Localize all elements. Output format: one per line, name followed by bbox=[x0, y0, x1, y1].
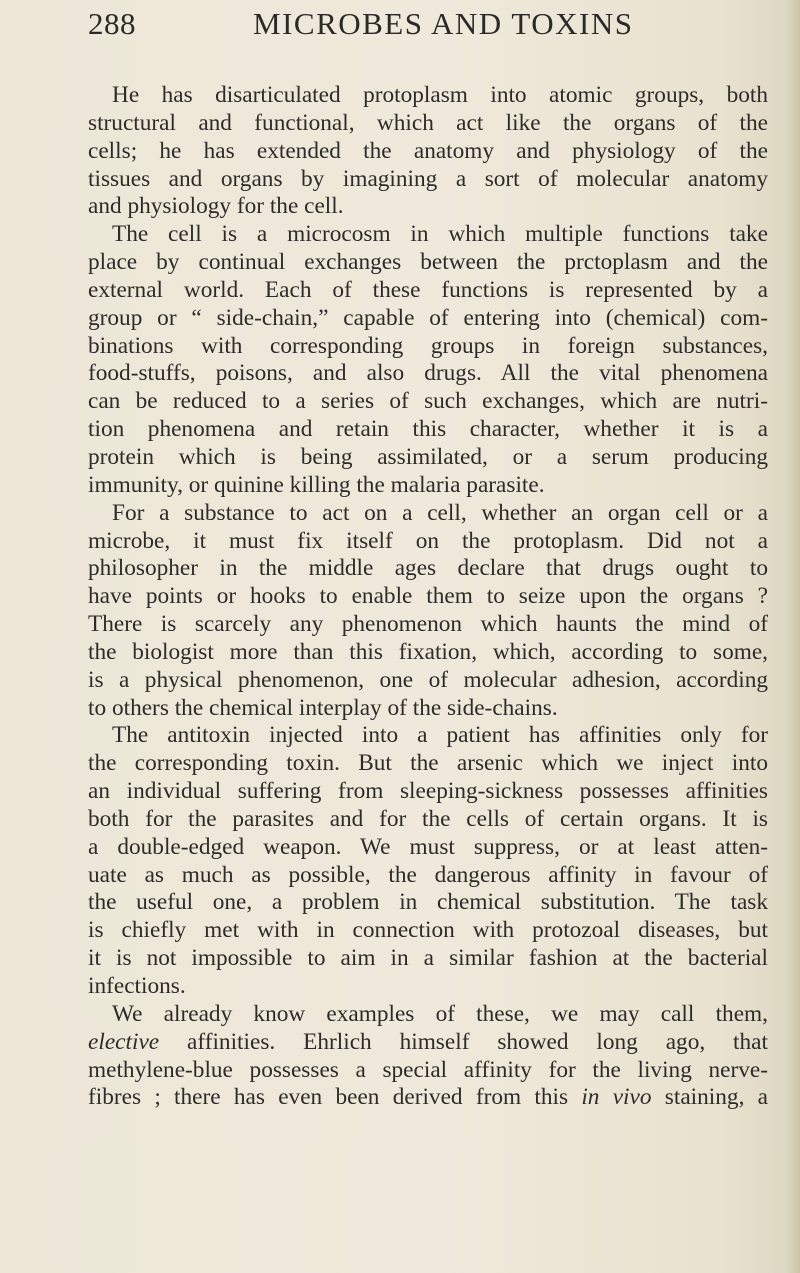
text-line: can be reduced to a series of such exchanges, which are nutri- bbox=[88, 388, 768, 415]
text-line: The antitoxin injected into a patient has affinities only for bbox=[112, 722, 768, 749]
text-line: We already know examples of these, we may call them, bbox=[112, 1000, 768, 1027]
text-line: the corresponding toxin. But the arsenic which we inject into bbox=[88, 750, 768, 777]
text-line: is a physical phenomenon, one of molecular adhesion, according bbox=[88, 666, 768, 693]
text-line: immunity, or quinine killing the malaria parasite. bbox=[88, 471, 545, 498]
text-line: microbe, it must fix itself on the protoplasm. Did not a bbox=[88, 527, 768, 554]
page-number: 288 bbox=[88, 6, 136, 41]
text-line: structural and functional, which act like the organs of the bbox=[88, 109, 768, 136]
text-line bbox=[88, 1029, 768, 1057]
text-line: cells; he has extended the anatomy and physiology of the bbox=[88, 137, 768, 164]
text-line: and physiology for the cell. bbox=[88, 193, 344, 220]
text-line: external world. Each of these functions is represented by a bbox=[88, 276, 768, 303]
running-head: MICROBES AND TOXINS bbox=[253, 6, 634, 41]
text-line: tissues and organs by imagining a sort of molecular anatomy bbox=[88, 165, 768, 192]
italic-term: elective bbox=[88, 1028, 160, 1055]
text-line: the biologist more than this fixation, which, according to some, bbox=[88, 638, 768, 665]
text-line bbox=[88, 1084, 768, 1112]
text-line: binations with corresponding groups in foreign substances, bbox=[88, 332, 768, 359]
body-text bbox=[88, 82, 768, 1112]
text-line: There is scarcely any phenomenon which haunts the mind of bbox=[88, 611, 768, 638]
text-line: uate as much as possible, the dangerous affinity in favour of bbox=[88, 861, 768, 888]
text-line: a double-edged weapon. We must suppress, or at least atten- bbox=[88, 833, 768, 860]
text-line: group or “ side-chain,” capable of entering into (chemical) com- bbox=[88, 304, 768, 331]
paragraph-5 bbox=[88, 1001, 768, 1112]
text-span: fibres ; there has even been derived from this bbox=[88, 1084, 582, 1111]
text-line: For a substance to act on a cell, whether an organ cell or a bbox=[112, 499, 768, 526]
text-line: to others the chemical interplay of the side-chains. bbox=[88, 694, 558, 721]
text-line: protein which is being assimilated, or a serum producing bbox=[88, 443, 768, 470]
text-line: He has disarticulated protoplasm into atomic groups, both bbox=[112, 82, 768, 108]
paragraph-3 bbox=[88, 500, 768, 723]
text-span: staining, a bbox=[651, 1084, 769, 1111]
text-line: is chiefly met with in connection with protozoal diseases, but bbox=[88, 917, 768, 944]
text-line: methylene-blue possesses a special affinity for the living nerve- bbox=[88, 1056, 768, 1083]
text-line: philosopher in the middle ages declare that drugs ought to bbox=[88, 555, 768, 582]
text-line: tion phenomena and retain this character, whether it is a bbox=[88, 416, 768, 443]
italic-term: in vivo bbox=[581, 1084, 652, 1111]
page-header bbox=[88, 6, 768, 66]
text-line: have points or hooks to enable them to seize upon the organs ? bbox=[88, 583, 768, 610]
text-line: an individual suffering from sleeping-sickness possesses affinities bbox=[88, 778, 768, 805]
text-line: food-stuffs, poisons, and also drugs. All the vital phenomena bbox=[88, 360, 768, 387]
text-line: the useful one, a problem in chemical substitution. The task bbox=[88, 889, 768, 916]
text-line: infections. bbox=[88, 973, 186, 999]
text-line: place by continual exchanges between the prctoplasm and the bbox=[88, 249, 768, 276]
text-line: it is not impossible to aim in a similar fashion at the bacterial bbox=[88, 945, 768, 972]
text-line: both for the parasites and for the cells of certain organs. It is bbox=[88, 805, 768, 832]
paragraph-2 bbox=[88, 221, 768, 499]
text-span: affinities. Ehrlich himself showed long ago, that bbox=[159, 1028, 768, 1055]
text-line: The cell is a microcosm in which multiple functions take bbox=[112, 221, 768, 248]
page-edge-shadow bbox=[786, 0, 800, 1273]
paragraph-4 bbox=[88, 722, 768, 1000]
paragraph-1 bbox=[88, 82, 768, 221]
